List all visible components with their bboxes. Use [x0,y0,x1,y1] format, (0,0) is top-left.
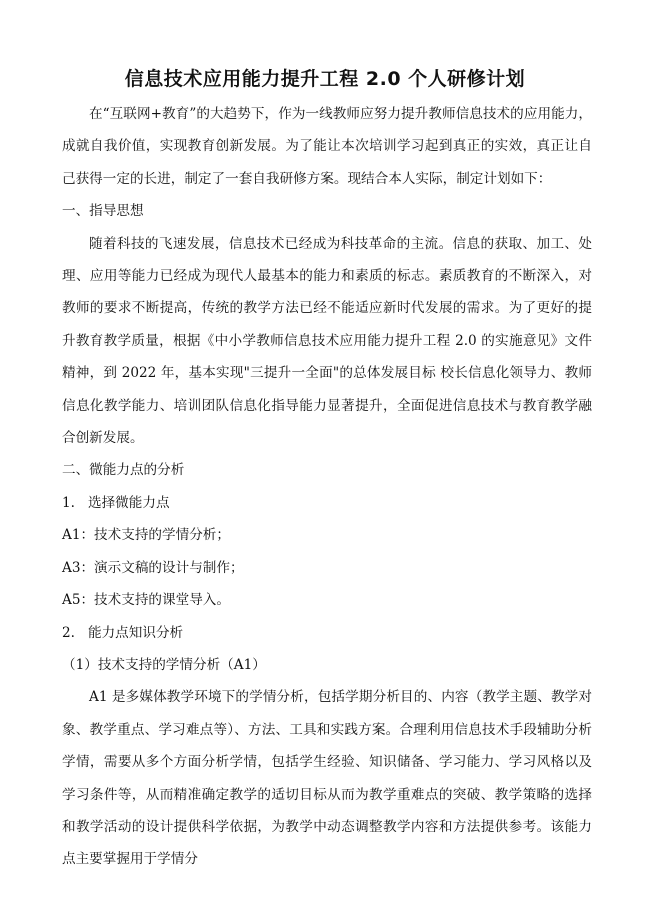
list-number: 2. [62,624,75,641]
document-body [62,98,592,876]
list-number: 1. [62,494,75,511]
guiding-thought-paragraph: 随着科技的飞速发展，信息技术已经成为科技革命的主流。信息的获取、加工、处理、应用等能力已经成为现代人最基本的能力和素质的标志。素质教育的不断深入，对教师的要求不断提高，传统的教学方法已经不能适应新时代发展的需求。为了更好的提升教育教学质量，根据《中小学教师信息技术应用能力提升工程 2.0 的实施意见》文件精神，到 2022 年，基本实现"三提升一全面"的总体发展目标 校长信息化领导力、教师信息化教学能力、培训团队信息化指导能力显著提升，全面促进信息技术与教育教学融合创新发展。 [62,235,592,447]
section-heading-micro-ability: 二、微能力点的分析 [62,462,185,479]
ability-a1: A1：技术支持的学情分析； [62,527,230,544]
list-item-label: 选择微能力点 [88,494,170,511]
list-item-label: 能力点知识分析 [88,624,184,641]
ability-a3: A3：演示文稿的设计与制作； [62,559,244,576]
list-item-select-ability [62,487,592,519]
list-item-knowledge-analysis [62,617,592,649]
a1-analysis-paragraph: A1 是多媒体教学环境下的学情分析，包括学期分析目的、内容（教学主题、教学对象、教学重点、学习难点等）、方法、工具和实践方案。合理利用信息技术手段辅助分析学情，需要从多个方面分析学情，包括学生经验、知识储备、学习能力、学习风格以及学习条件等，从而精准确定教学的适切目标从而为教学重难点的突破、教学策略的选择和教学活动的设计提供科学依据，为教学中动态调整教学内容和方法提供参考。该能力点主要掌握用于学情分 [62,689,592,868]
ability-a5: A5：技术支持的课堂导入。 [62,592,230,609]
intro-paragraph: 在“互联网+教育”的大趋势下，作为一线教师应努力提升教师信息技术的应用能力，成就自我价值，实现教育创新发展。为了能让本次培训学习起到真正的实效，真正让自己获得一定的长进，制定了一套自我研修方案。现结合本人实际，制定计划如下： [62,106,592,187]
section-heading-guiding-thought: 一、指导思想 [62,203,144,220]
sub-heading-a1: （1）技术支持的学情分析（A1） [62,656,266,673]
document-title: 信息技术应用能力提升工程 2.0 个人研修计划 [124,68,526,90]
